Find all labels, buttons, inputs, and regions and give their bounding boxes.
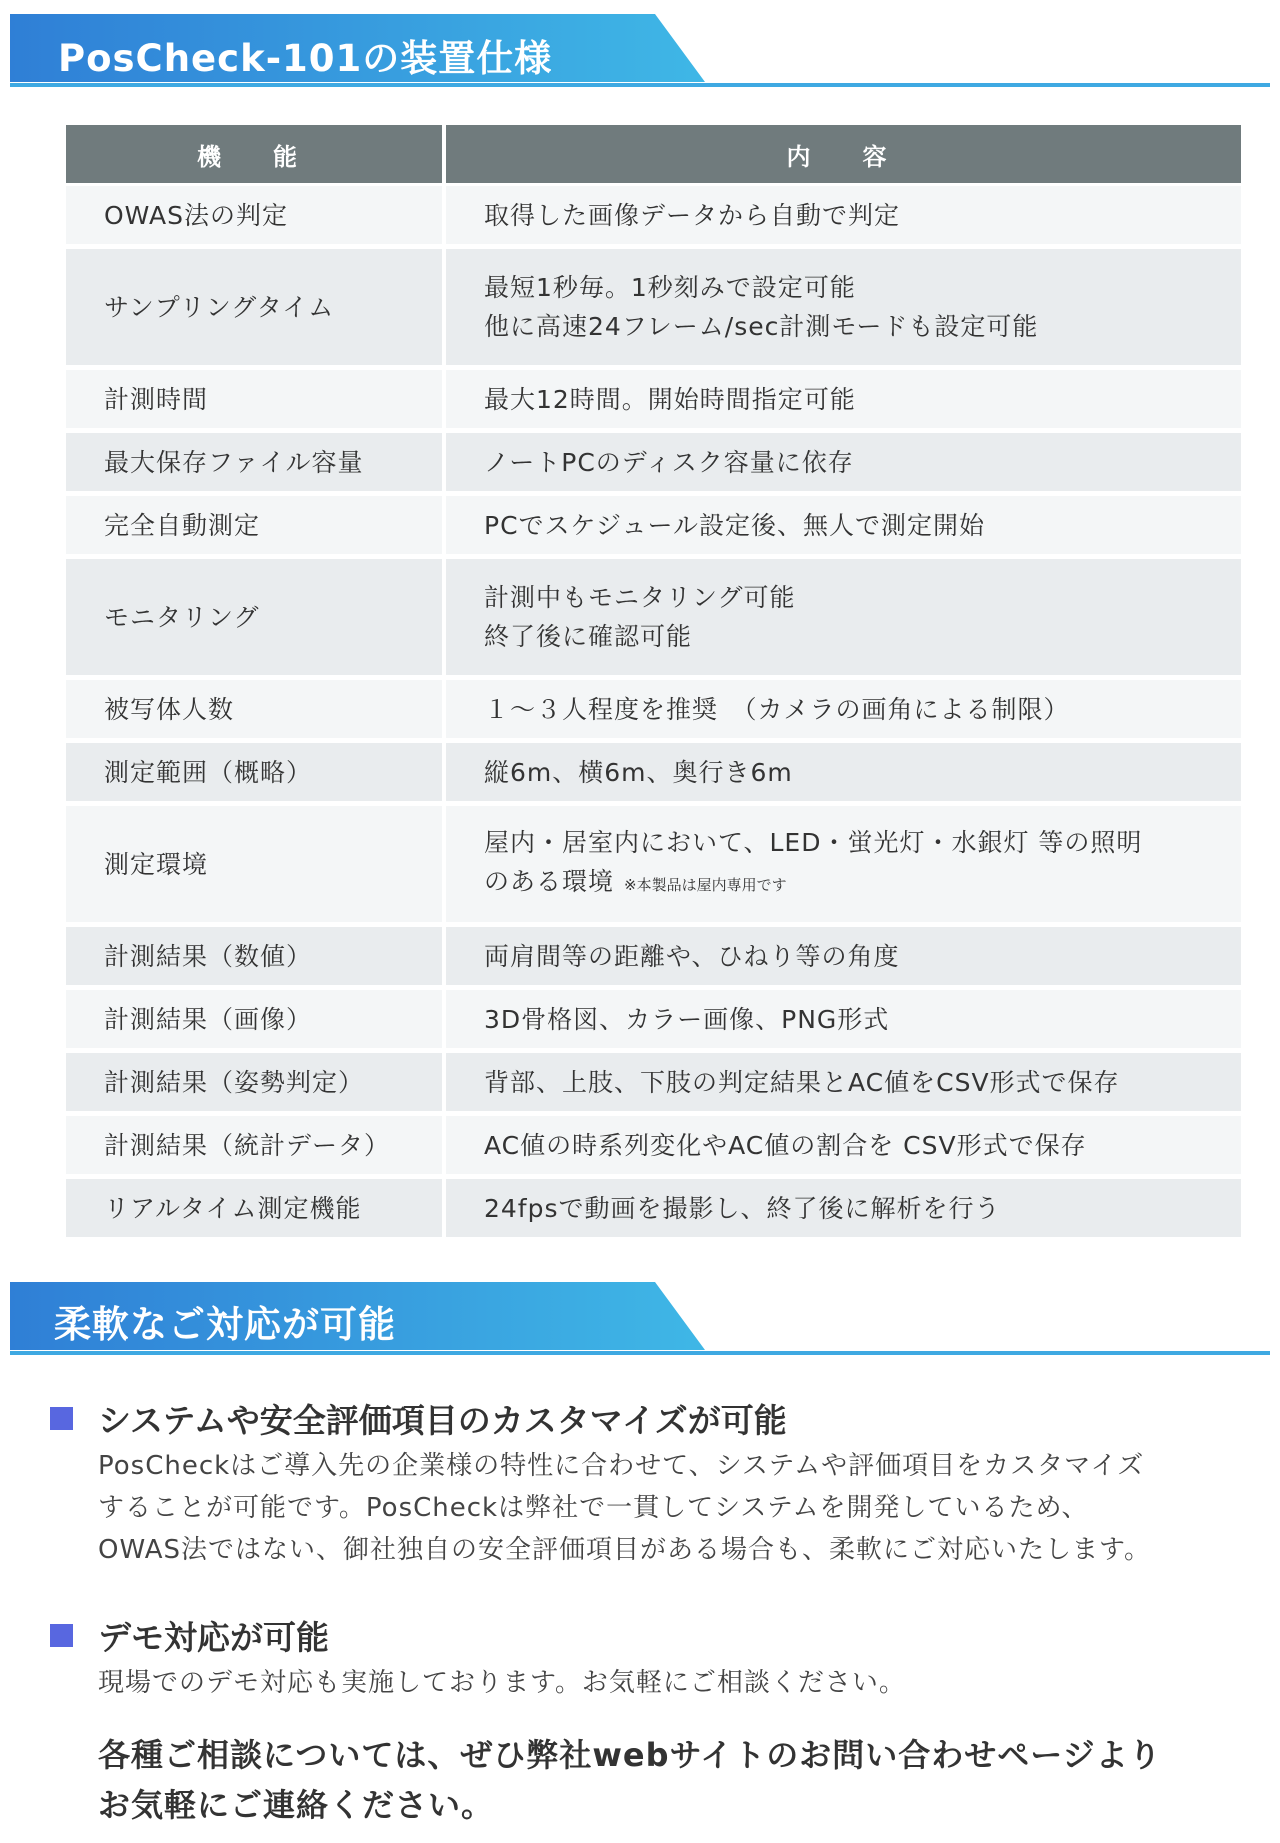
content-line: のある環境 (484, 867, 615, 896)
content-cell (446, 1053, 1241, 1116)
table-row (66, 1116, 1241, 1179)
section-header-flexible (10, 1282, 1270, 1359)
table-row (66, 433, 1241, 496)
column-header-feature: 機 能 (66, 125, 446, 186)
content-cell (446, 559, 1241, 680)
feature-title: デモ対応が可能 (98, 1618, 329, 1657)
table-row (66, 1053, 1241, 1116)
feature-cell: 計測結果（数値） (66, 927, 446, 990)
table-row (66, 496, 1241, 559)
content-line: 3D骨格図、カラー画像、PNG形式 (484, 1004, 890, 1034)
feature-cell: 計測結果（画像） (66, 990, 446, 1053)
section-title: PosCheck-101の装置仕様 (58, 37, 553, 80)
feature-cell: OWAS法の判定 (66, 186, 446, 249)
content-cell (446, 186, 1241, 249)
content-cell (446, 249, 1241, 370)
content-line-with-note (484, 862, 1241, 905)
content-line: 取得した画像データから自動で判定 (484, 200, 901, 230)
feature-body (98, 1445, 1258, 1571)
content-line: 終了後に確認可能 (484, 622, 693, 651)
feature-title: システムや安全評価項目のカスタマイズが可能 (98, 1401, 787, 1440)
feature-cell: サンプリングタイム (66, 249, 446, 370)
feature-cell: モニタリング (66, 559, 446, 680)
table-row (66, 990, 1241, 1053)
content-cell (446, 1116, 1241, 1179)
feature-cell: 計測結果（統計データ） (66, 1116, 446, 1179)
feature-cell: 被写体人数 (66, 680, 446, 743)
content-line: ノートPCのディスク容量に依存 (484, 447, 854, 477)
table-row (66, 370, 1241, 433)
content-line: 両肩間等の距離や、ひねり等の角度 (484, 941, 900, 971)
table-row (66, 559, 1241, 680)
section-title: 柔軟なご対応が可能 (54, 1303, 396, 1346)
table-row (66, 186, 1241, 249)
content-cell (446, 433, 1241, 496)
content-line: 最大12時間。開始時間指定可能 (484, 384, 856, 414)
content-line: １～３人程度を推奨 （カメラの画角による制限） (484, 694, 1070, 724)
content-line: 最短1秒毎。1秒刻みで設定可能 (484, 273, 856, 302)
feature-body-line: OWAS法ではない、御社独自の安全評価項目がある場合も、柔軟にご対応いたします。 (98, 1535, 1151, 1565)
content-line: 屋内・居室内において、LED・蛍光灯・水銀灯 等の照明 (484, 828, 1143, 857)
column-header-content: 内 容 (446, 125, 1241, 186)
content-line: 背部、上肢、下肢の判定結果とAC値をCSV形式で保存 (484, 1067, 1120, 1097)
table-row (66, 1179, 1241, 1242)
table-header-row (66, 125, 1241, 186)
feature-cell: リアルタイム測定機能 (66, 1179, 446, 1242)
feature-cell: 最大保存ファイル容量 (66, 433, 446, 496)
closing-message (98, 1730, 1248, 1830)
table-row (66, 249, 1241, 370)
content-cell (446, 990, 1241, 1053)
content-cell (446, 496, 1241, 559)
closing-line: お気軽にご連絡ください。 (98, 1786, 495, 1824)
feature-cell: 測定環境 (66, 806, 446, 927)
square-bullet-icon (50, 1624, 73, 1647)
content-cell (446, 743, 1241, 806)
content-cell (446, 370, 1241, 433)
content-line: PCでスケジュール設定後、無人で測定開始 (484, 510, 986, 540)
feature-body (98, 1662, 1258, 1704)
closing-line: 各種ご相談については、ぜひ弊社webサイトのお問い合わせページより (98, 1736, 1162, 1774)
content-line: 計測中もモニタリング可能 (484, 583, 796, 612)
content-line: 24fpsで動画を撮影し、終了後に解析を行う (484, 1193, 1001, 1223)
square-bullet-icon (50, 1407, 73, 1430)
feature-cell: 完全自動測定 (66, 496, 446, 559)
content-cell (446, 927, 1241, 990)
content-cell (446, 1179, 1241, 1242)
content-line: 縦6m、横6m、奥行き6m (484, 757, 793, 787)
content-line: AC値の時系列変化やAC値の割合を CSV形式で保存 (484, 1130, 1087, 1160)
feature-cell: 測定範囲（概略） (66, 743, 446, 806)
table-row (66, 743, 1241, 806)
indoor-note: ※本製品は屋内専用です (624, 876, 787, 894)
feature-cell: 計測時間 (66, 370, 446, 433)
table-row (66, 927, 1241, 990)
feature-body-line: PosCheckはご導入先の企業様の特性に合わせて、システムや評価項目をカスタマイズ (98, 1451, 1145, 1481)
section-header-specs (10, 14, 1270, 91)
content-line: 他に高速24フレーム/sec計測モードも設定可能 (484, 312, 1039, 341)
table-row (66, 680, 1241, 743)
feature-body-line: 現場でのデモ対応も実施しております。お気軽にご相談ください。 (98, 1668, 906, 1698)
feature-cell: 計測結果（姿勢判定） (66, 1053, 446, 1116)
feature-body-line: することが可能です。PosCheckは弊社で一貫してシステムを開発しているため、 (98, 1493, 1089, 1523)
spec-table (66, 125, 1241, 1242)
content-cell (446, 680, 1241, 743)
content-cell (446, 806, 1241, 927)
table-row (66, 806, 1241, 927)
